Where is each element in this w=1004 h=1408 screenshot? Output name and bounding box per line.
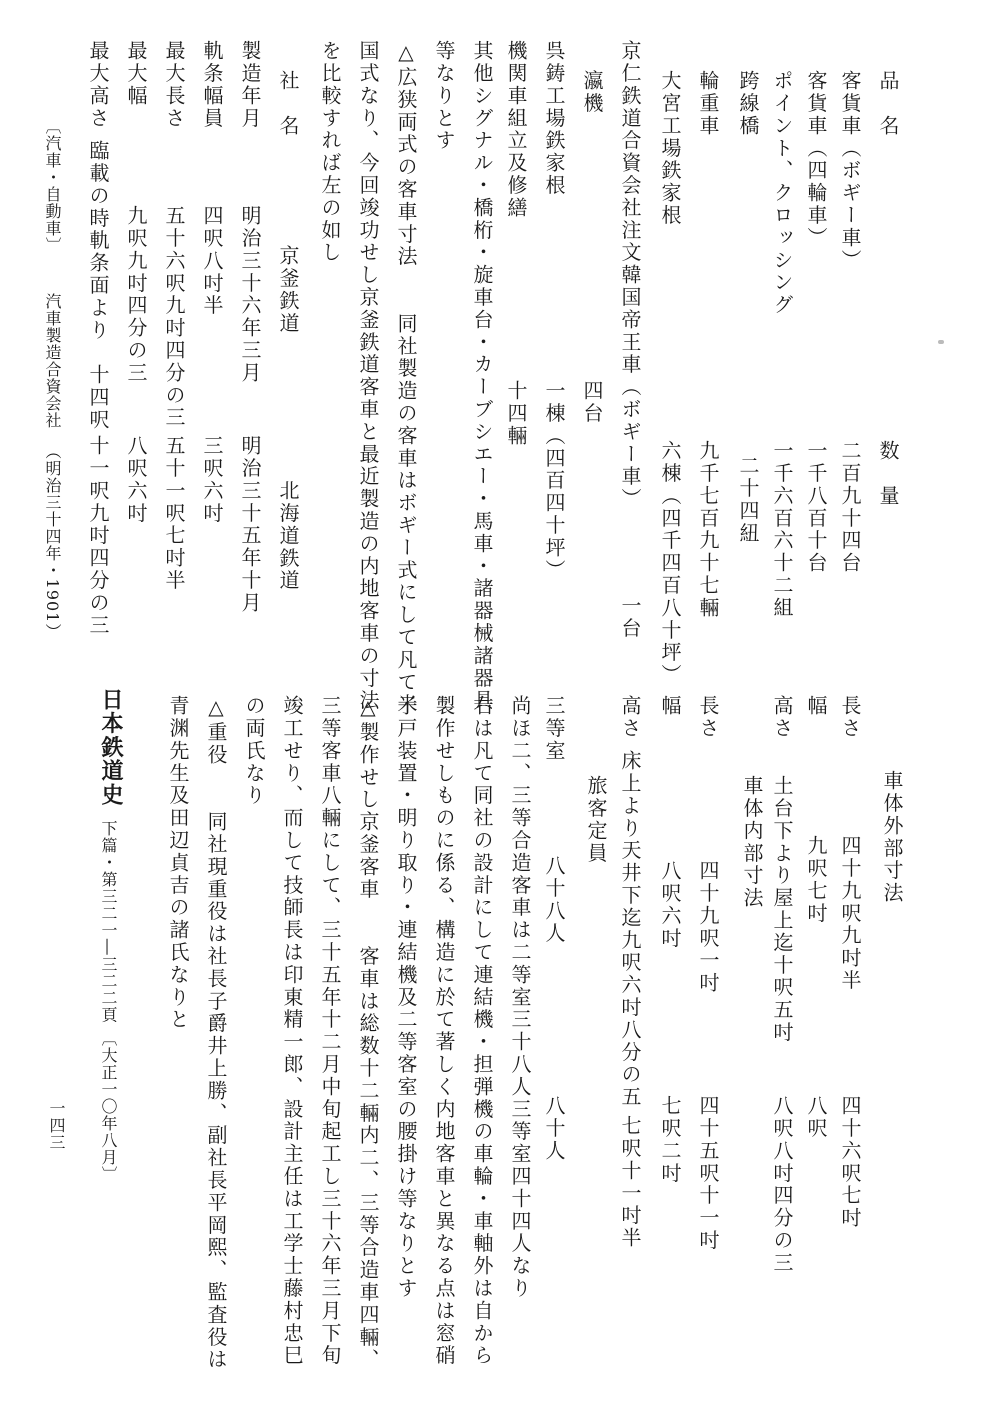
column-header-suryo: 数 量 — [876, 440, 900, 508]
compare-b: 八呎六吋 — [124, 435, 148, 525]
dimension-row — [620, 695, 644, 1315]
interior-title: 車体内部寸法 — [740, 775, 764, 910]
compare-label: 軌条幅員 — [200, 40, 224, 130]
body-text-line: の両氏なり — [242, 695, 266, 807]
source-date: 〔大正一〇年八月〕 — [99, 1030, 118, 1183]
scan-speck — [938, 340, 944, 344]
item-qty: 九千七百九十七輛 — [696, 440, 720, 620]
dimension-label: 高さ — [770, 695, 794, 740]
dimension-b: 四十六呎七吋 — [838, 1095, 862, 1230]
dimension-b: 八呎 — [804, 1095, 828, 1140]
compare-label: 最大高さ — [86, 40, 110, 130]
body-text-line: 製作せしものに係る、構造に於て著しく内地客車と異なる点は窓硝 — [432, 695, 456, 1367]
compare-b: 五十一呎七吋半 — [162, 435, 186, 592]
passenger-a: 八十八人 — [542, 855, 566, 945]
item-name: ポイント、クロッシング — [770, 70, 794, 317]
compare-label: 最大長さ — [162, 40, 186, 130]
dimension-row — [806, 695, 830, 1315]
item-row — [698, 40, 722, 660]
dimension-label: 長さ — [838, 695, 862, 740]
source-footer — [44, 118, 64, 648]
exterior-title: 車体外部寸法 — [880, 770, 904, 905]
compare-a: 五十六呎九吋四分の三 — [162, 205, 186, 429]
dimension-a: 九呎七吋 — [804, 835, 828, 925]
dimension-row — [660, 695, 684, 1315]
body-text-line: 等なりとす — [432, 40, 456, 152]
page-number: 一四三 — [47, 1100, 66, 1151]
item-name: 輪重車 — [696, 70, 720, 138]
item-row — [658, 40, 684, 687]
item-qty: 一台 — [618, 595, 642, 640]
body-text-line: 青渊先生及田辺貞吉の諸氏なりと — [166, 695, 190, 1031]
compare-b: 十一呎九吋四分の三 — [86, 435, 110, 637]
body-text-line: △重役 同社現重役は社長子爵井上勝、副社長平岡熙、監査役は — [204, 695, 228, 1371]
item-name: 京仁鉄道合資会社注文韓国帝王車（ボギー車） — [618, 40, 642, 511]
dimension-b: 七呎二吋 — [658, 1095, 682, 1185]
dimension-a: 四十九呎九吋半 — [838, 835, 862, 992]
passenger-row — [544, 695, 568, 1315]
dimension-a: 土台下より屋上迄十呎五吋 — [770, 775, 794, 1044]
column-header — [878, 40, 902, 660]
compare-a: 明治三十六年三月 — [238, 205, 262, 385]
source-date: （明治三十四年・1901） — [43, 443, 62, 641]
item-qty: 十四輛 — [504, 380, 528, 448]
compare-row — [88, 40, 112, 660]
item-name: 客貨車（ボギー車） — [838, 70, 862, 272]
dimension-row — [772, 695, 796, 1315]
source-title: 日本鉄道史 — [98, 688, 124, 807]
item-row — [772, 40, 796, 660]
compare-header — [278, 40, 302, 660]
item-row — [806, 40, 830, 660]
compare-label: 最大幅 — [124, 40, 148, 108]
compare-a: 臨載の時軌条面より 十四呎 — [86, 140, 110, 432]
compare-row — [240, 40, 264, 660]
compare-label: 製造年月 — [238, 40, 262, 130]
passenger-label: 三等室 — [542, 695, 566, 763]
item-row — [840, 40, 864, 660]
item-name: 客貨車（四輪車） — [804, 70, 828, 250]
item-qty: 一千八百十台 — [804, 440, 828, 575]
compare-row — [202, 40, 226, 660]
source-footer — [99, 820, 120, 1183]
dimension-label: 長さ — [696, 695, 720, 740]
item-qty: 四台 — [580, 380, 604, 425]
dimension-row — [698, 695, 722, 1315]
passenger-title: 旅客定員 — [584, 775, 608, 865]
item-qty: 一棟（四百四十坪） — [542, 380, 566, 582]
compare-a: 四呎八吋半 — [200, 205, 224, 317]
body-text-line: 其他シグナル・橋桁・旋車台・カーブシエー・馬車・諸器械諸器具 — [470, 40, 494, 712]
compare-b: 三呎六吋 — [200, 435, 224, 525]
item-name: 呉鋳工場鉄家根 — [542, 40, 566, 197]
body-text-line: 国式なり、今回竣功せし京釜鉄道客車と最近製造の内地客車の寸法 — [356, 40, 380, 712]
item-row — [738, 40, 762, 660]
body-text-line: を比較すれば左の如し — [318, 40, 342, 264]
source-category: 〔汽車・自動車〕 — [43, 118, 62, 254]
compare-b: 明治三十五年十月 — [238, 435, 262, 615]
column-header-hinmei: 品 名 — [876, 70, 900, 138]
item-name: 瀛機 — [580, 70, 604, 115]
dimension-label: 幅 — [804, 695, 828, 718]
dimension-row — [840, 695, 864, 1315]
item-name: 跨線橋 — [736, 70, 760, 138]
body-text-line: △広狭両式の客車寸法 同社製造の客車はボギー式にして凡て米 — [394, 40, 418, 716]
body-text-line: 尚ほ二、三等合造客車は二等室三十八人三等室四十四人なり — [508, 695, 532, 1300]
compare-a: 九呎九吋四分の三 — [124, 205, 148, 385]
item-qty: 二十四紐 — [736, 455, 760, 545]
source-company: 汽車製造合資会社 — [43, 293, 62, 429]
body-text-line: 右は凡て同社の設計にして連結機・担弾機の車輪・車軸外は自から — [470, 695, 494, 1367]
dimension-b: 八呎八吋四分の三 — [770, 1095, 794, 1275]
item-qty: 一千六百六十二組 — [770, 440, 794, 620]
item-name: 機関車組立及修繕 — [504, 40, 528, 220]
compare-row — [164, 40, 188, 660]
compare-row — [126, 40, 150, 660]
dimension-label: 幅 — [658, 695, 682, 718]
item-row — [544, 40, 568, 660]
compare-header-label: 社 名 — [276, 70, 300, 138]
body-text-line: 竣工せり、而して技師長は印東精一郎、設計主任は工学士藤村忠巳 — [280, 695, 304, 1367]
item-row — [620, 40, 644, 660]
dimension-label: 高さ — [618, 695, 642, 740]
dimension-a: 四十九呎一吋 — [696, 860, 720, 995]
passenger-b: 八十人 — [542, 1095, 566, 1163]
dimension-b: 七呎十一吋半 — [618, 1115, 642, 1250]
compare-header-a: 京釜鉄道 — [276, 245, 300, 335]
item-row — [582, 40, 606, 660]
body-text-line: △製作せし京釜客車 客車は総数十二輛内二、三等合造車四輛、 — [356, 695, 380, 1371]
item-qty: 二百九十四台 — [838, 440, 862, 575]
body-text-line: 子戸装置・明り取り・連結機及二等客室の腰掛け等なりとす — [394, 695, 418, 1300]
item-row — [506, 40, 530, 660]
dimension-a: 八呎六吋 — [658, 860, 682, 950]
source-reference: 下篇・第三二一―三二二頁 — [99, 820, 118, 1024]
item-qty: 六棟（四千四百八十坪） — [658, 440, 682, 687]
dimension-b: 四十五呎十一吋 — [696, 1095, 720, 1252]
dimension-a: 床上より天井下迄九呎六吋八分の五 — [618, 750, 642, 1109]
body-text-line: 三等客車八輛にして、三十五年十二月中旬起工し三十六年三月下旬 — [318, 695, 342, 1367]
item-name: 大宮工場鉄家根 — [658, 70, 682, 227]
compare-header-b: 北海道鉄道 — [276, 480, 300, 592]
